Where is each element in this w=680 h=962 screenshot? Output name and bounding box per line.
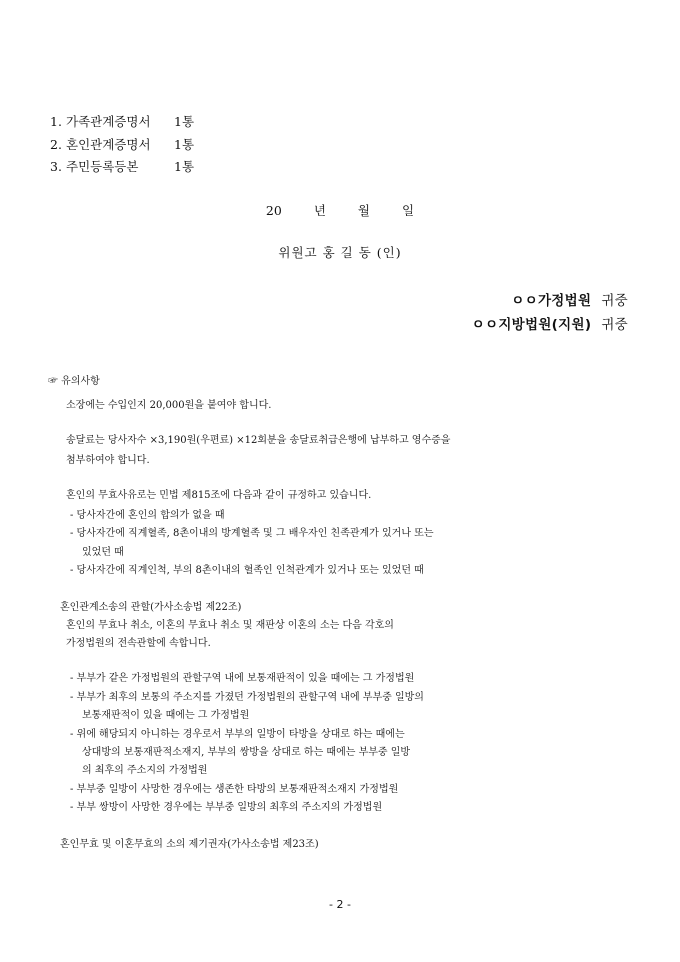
plaintiff-signature: 위원고 홍 길 동 (인) bbox=[278, 245, 402, 260]
attachment-item: 3. 주민등록등본 1통 bbox=[50, 159, 195, 174]
attachment-item: 1. 가족관계증명서 1통 bbox=[50, 114, 195, 129]
note-line: 혼인무효 및 이혼무효의 소의 제기권자(가사소송법 제23조) bbox=[60, 839, 319, 850]
note-line: - 위에 해당되지 아니하는 경우로서 부부의 일방이 타방을 상대로 하는 때에는 bbox=[70, 729, 405, 740]
note-line: - 당사자간에 직계혈족, 8촌이내의 방계혈족 및 그 배우자인 친족관계가 있거나 또는 bbox=[70, 528, 434, 539]
page-number: - 2 - bbox=[329, 898, 351, 911]
note-line: 있었던 때 bbox=[82, 547, 124, 558]
note-line: 첨부하여야 합니다. bbox=[66, 455, 150, 466]
note-line: - 당사자간에 직계인척, 부의 8촌이내의 혈족인 인척관계가 있거나 또는 있었던 때 bbox=[70, 565, 424, 576]
note-line: 혼인관계소송의 관할(가사소송법 제22조) bbox=[60, 602, 242, 613]
note-line: - 부부 쌍방이 사망한 경우에는 부부중 일방의 최후의 주소지의 가정법원 bbox=[70, 802, 383, 813]
note-line: 송달료는 당사자수 ×3,190원(우편료) ×12회분을 송달료취급은행에 납부하고 영수증을 bbox=[66, 435, 451, 446]
note-line: 가정법원의 전속관할에 속합니다. bbox=[66, 638, 211, 649]
note-line: 의 최후의 주소지의 가정법원 bbox=[82, 765, 208, 776]
note-line: 보통재판적이 있을 때에는 그 가정법원 bbox=[82, 710, 250, 721]
note-line: - 부부중 일방이 사망한 경우에는 생존한 타방의 보통재판적소재지 가정법원 bbox=[70, 784, 399, 795]
note-line: 상대방의 보통재판적소재지, 부부의 쌍방을 상대로 하는 때에는 부부중 일방 bbox=[82, 747, 411, 758]
filing-date: 20 년 월 일 bbox=[265, 203, 415, 218]
note-line: - 당사자간에 혼인의 합의가 없을 때 bbox=[70, 510, 225, 521]
note-line: 혼인의 무효사유로는 민법 제815조에 다음과 같이 규정하고 있습니다. bbox=[66, 490, 372, 501]
note-line: 소장에는 수입인지 20,000원을 붙여야 합니다. bbox=[66, 400, 272, 411]
court-addressee: ㅇㅇ가정법원 귀중 bbox=[511, 293, 628, 309]
attachment-item: 2. 혼인관계증명서 1통 bbox=[50, 137, 195, 152]
court-addressee: ㅇㅇ지방법원(지원) 귀중 bbox=[471, 317, 628, 333]
notes-heading: ☞ 유의사항 bbox=[48, 376, 100, 387]
note-line: 혼인의 무효나 취소, 이혼의 무효나 취소 및 재판상 이혼의 소는 다음 각호의 bbox=[66, 620, 394, 631]
note-line: - 부부가 최후의 보통의 주소지를 가졌던 가정법원의 관할구역 내에 부부중 일방의 bbox=[70, 692, 424, 703]
note-line: - 부부가 같은 가정법원의 관할구역 내에 보통재판적이 있을 때에는 그 가정법원 bbox=[70, 673, 415, 684]
